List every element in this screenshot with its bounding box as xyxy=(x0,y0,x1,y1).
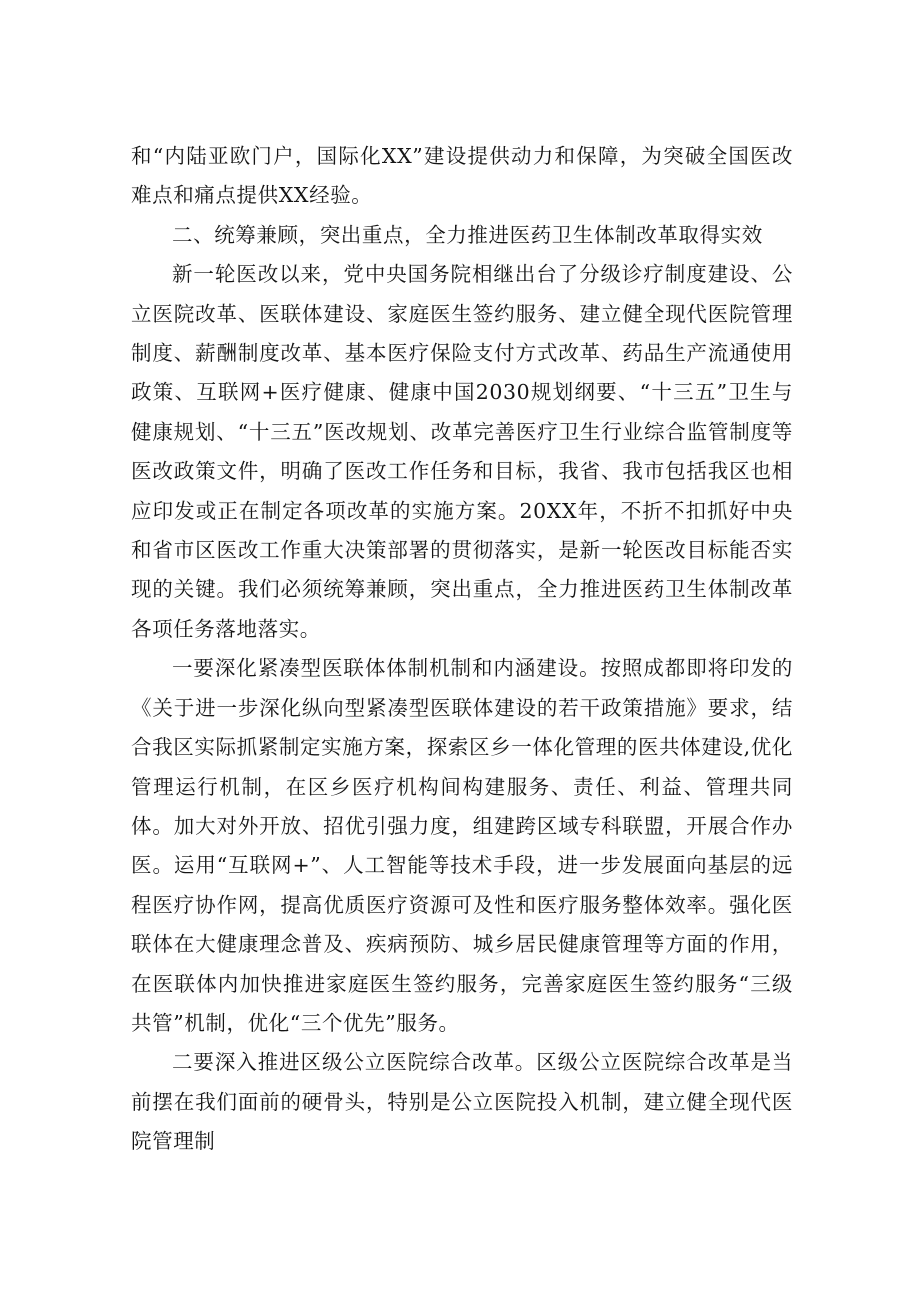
document-body xyxy=(131,137,793,1162)
paragraph-policy-overview: 新一轮医改以来，党中央国务院相继出台了分级诊疗制度建设、公立医院改革、医联体建设、家庭医生签约服务、建立健全现代医院管理制度、薪酬制度改革、基本医疗保险支付方式改革、药品生产流通使用政策、互联网+医疗健康、健康中国2030规划纲要、“十三五”卫生与健康规划、“十三五”医改规划、改革完善医疗卫生行业综合监管制度等医改政策文件，明确了医改工作任务和目标，我省、我市包括我区也相应印发或正在制定各项改革的实施方案。20XX年，不折不扣抓好中央和省市区医改工作重大决策部署的贯彻落实，是新一轮医改目标能否实现的关键。我们必须统筹兼顾，突出重点，全力推进医药卫生体制改革各项任务落地落实。 xyxy=(131,262,793,641)
paragraph-continued: 和“内陆亚欧门户，国际化XX”建设提供动力和保障，为突破全国医改难点和痛点提供XX经验。 xyxy=(131,144,793,208)
paragraph-public-hospital-reform: 二要深入推进区级公立医院综合改革。区级公立医院综合改革是当前摆在我们面前的硬骨头，特别是公立医院投入机制，建立健全现代医院管理制 xyxy=(131,1050,793,1154)
paragraph-medical-alliance: 一要深化紧凑型医联体体制机制和内涵建设。按照成都即将印发的《关于进一步深化纵向型紧凑型医联体建设的若干政策措施》要求，结合我区实际抓紧制定实施方案，探索区乡一体化管理的医共体建设,优化管理运行机制，在区乡医疗机构间构建服务、责任、利益、管理共同体。加大对外开放、招优引强力度，组建跨区域专科联盟，开展合作办医。运用“互联网+”、人工智能等技术手段，进一步发展面向基层的远程医疗协作网，提高优质医疗资源可及性和医疗服务整体效率。强化医联体在大健康理念普及、疾病预防、城乡居民健康管理等方面的作用，在医联体内加快推进家庭医生签约服务，完善家庭医生签约服务“三级共管”机制，优化“三个优先”服务。 xyxy=(131,656,793,1035)
section-heading: 二、统筹兼顾，突出重点，全力推进医药卫生体制改革取得实效 xyxy=(172,222,763,247)
